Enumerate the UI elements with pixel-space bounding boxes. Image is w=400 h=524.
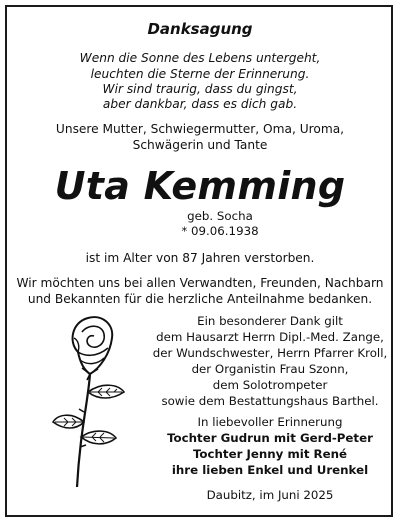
special-thanks-line-5: dem Solotrompeter	[212, 378, 328, 392]
family-block	[140, 414, 400, 478]
birth-date: * 09.06.1938	[181, 224, 259, 238]
place-date-block	[140, 487, 400, 503]
relations-line-1: Unsere Mutter, Schwiegermutter, Oma, Uroma,	[55, 122, 345, 136]
death-statement: ist im Alter von 87 Jahren verstorben.	[85, 251, 315, 265]
special-thanks-line-1: Ein besonderer Dank gilt	[197, 314, 343, 328]
thanks-line-2: und Bekannten für die herzliche Anteilnahme bedanken.	[27, 292, 373, 306]
thanks-line-1: Wir möchten uns bei allen Verwandten, Freunden, Nachbarn	[16, 276, 384, 290]
place-date: Daubitz, im Juni 2025	[206, 488, 334, 502]
special-thanks-line-3: der Wundschwester, Herrn Pfarrer Kroll,	[152, 346, 388, 360]
family-line-1: Tochter Gudrun mit Gerd-Peter	[167, 431, 373, 445]
family-line-3: ihre lieben Enkel und Urenkel	[171, 463, 369, 477]
relations-line-2: Schwägerin und Tante	[132, 138, 268, 152]
poem-line-4: aber dankbar, dass es dich gab.	[102, 97, 298, 111]
heading: Danksagung	[147, 20, 253, 38]
poem-line-3: Wir sind traurig, dass du gingst,	[102, 82, 298, 96]
rose-icon	[50, 312, 132, 492]
family-line-2: Tochter Jenny mit René	[192, 447, 348, 461]
special-thanks	[140, 313, 400, 409]
rose-illustration	[50, 312, 132, 492]
poem-line-2: leuchten die Sterne der Erinnerung.	[90, 67, 310, 81]
birth-name: geb. Socha	[187, 209, 253, 223]
deceased-name: Uta Kemming	[54, 164, 346, 208]
special-thanks-line-4: der Organistin Frau Szonn,	[191, 362, 349, 376]
poem-line-1: Wenn die Sonne des Lebens untergeht,	[79, 51, 321, 65]
memory-intro: In liebevoller Erinnerung	[197, 415, 343, 429]
special-thanks-line-6: sowie dem Bestattungshaus Barthel.	[161, 394, 379, 408]
special-thanks-line-2: dem Hausarzt Herrn Dipl.-Med. Zange,	[156, 330, 384, 344]
